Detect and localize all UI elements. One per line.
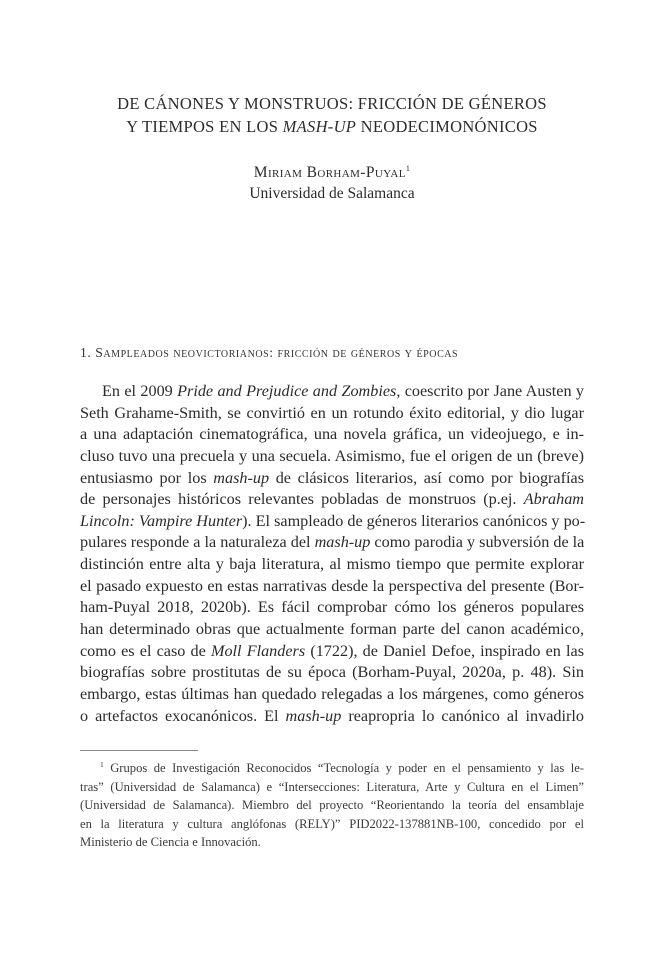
body-line: distinción entre alta y baja literatura, al mismo tiempo que permite explorar [80, 555, 584, 574]
body-line: a una adaptación cinematográfica, una novela gráfica, un videojuego, e in- [80, 425, 584, 444]
body-line: embargo, estas últimas han quedado relegadas a los márgenes, como géneros [80, 684, 584, 703]
author-name [80, 162, 584, 183]
footnote-divider [80, 750, 198, 751]
author-block [80, 162, 584, 204]
body-line: entusiasmo por los mash-up de clásicos literarios, así como por biografías [80, 468, 584, 487]
body-line: Seth Grahame-Smith, se convirtió en un rotundo éxito editorial, y dio lugar [80, 403, 584, 422]
body-line: pulares responde a la naturaleza del mash-up como parodia y subversión de la [80, 533, 585, 552]
footnote-mark: 1 [100, 759, 104, 769]
body-line: biografías sobre prostitutas de su época (Borham-Puyal, 2020a, p. 48). Sin [80, 663, 584, 682]
body-line: o artefactos exocanónicos. El mash-up reapropria lo canónico al invadirlo [80, 706, 584, 725]
body-line: cluso tuvo una precuela y una secuela. Asimismo, fue el origen de un (breve) [80, 446, 584, 465]
title-line-2-italic: MASH-UP [282, 117, 357, 136]
footnote-line: Ministerio de Ciencia e Innovación. [80, 835, 261, 850]
author-affiliation: Universidad de Salamanca [249, 185, 415, 202]
article-title [80, 92, 584, 138]
footnote-line: en la literatura y cultura anglófonas (RELY)” PID2022-137881NB-100, concedido por el [80, 816, 584, 831]
title-line-2 [80, 115, 584, 138]
section-heading: 1. Sampleados neovictorianos: fricción de géneros y épocas [80, 345, 459, 360]
title-line-2-suffix: NEODECIMONÓNICOS [356, 117, 538, 136]
body-paragraph [80, 381, 584, 727]
body-line: Lincoln: Vampire Hunter). El sampleado de géneros literarios canónicos y po- [80, 511, 586, 530]
footnote-line: tras” (Universidad de Salamanca) e “Intersecciones: Literatura, Arte y Cultura en el Limen” [80, 779, 584, 794]
title-line-1: DE CÁNONES Y MONSTRUOS: FRICCIÓN DE GÉNEROS [117, 94, 547, 113]
author-footnote-mark: 1 [405, 163, 411, 173]
footnote [80, 759, 584, 852]
author-name-text: Miriam Borham-Puyal [253, 164, 406, 181]
body-line: han determinado obras que actualmente forman parte del canon académico, [80, 620, 584, 639]
body-line: de personajes históricos relevantes pobladas de monstruos (p.ej. Abraham [80, 490, 584, 509]
body-line: En el 2009 Pride and Prejudice and Zombies, coescrito por Jane Austen y [102, 382, 585, 400]
title-line-2-prefix: Y TIEMPOS EN LOS [126, 117, 283, 136]
body-line: el pasado expuesto en estas narrativas desde la perspectiva del presente (Bor- [80, 576, 584, 595]
footnote-line: $^1$ Grupos de Investigación Reconocidos “Tecnología y poder en el pensamiento y las le- [100, 759, 584, 775]
body-line: como es el caso de Moll Flanders (1722), de Daniel Defoe, inspirado en las [80, 641, 584, 660]
body-line: ham-Puyal 2018, 2020b). Es fácil comprobar cómo los géneros populares [80, 598, 584, 617]
footnote-line: (Universidad de Salamanca). Miembro del proyecto “Reorientando la teoría del ensamblaje [80, 798, 584, 813]
